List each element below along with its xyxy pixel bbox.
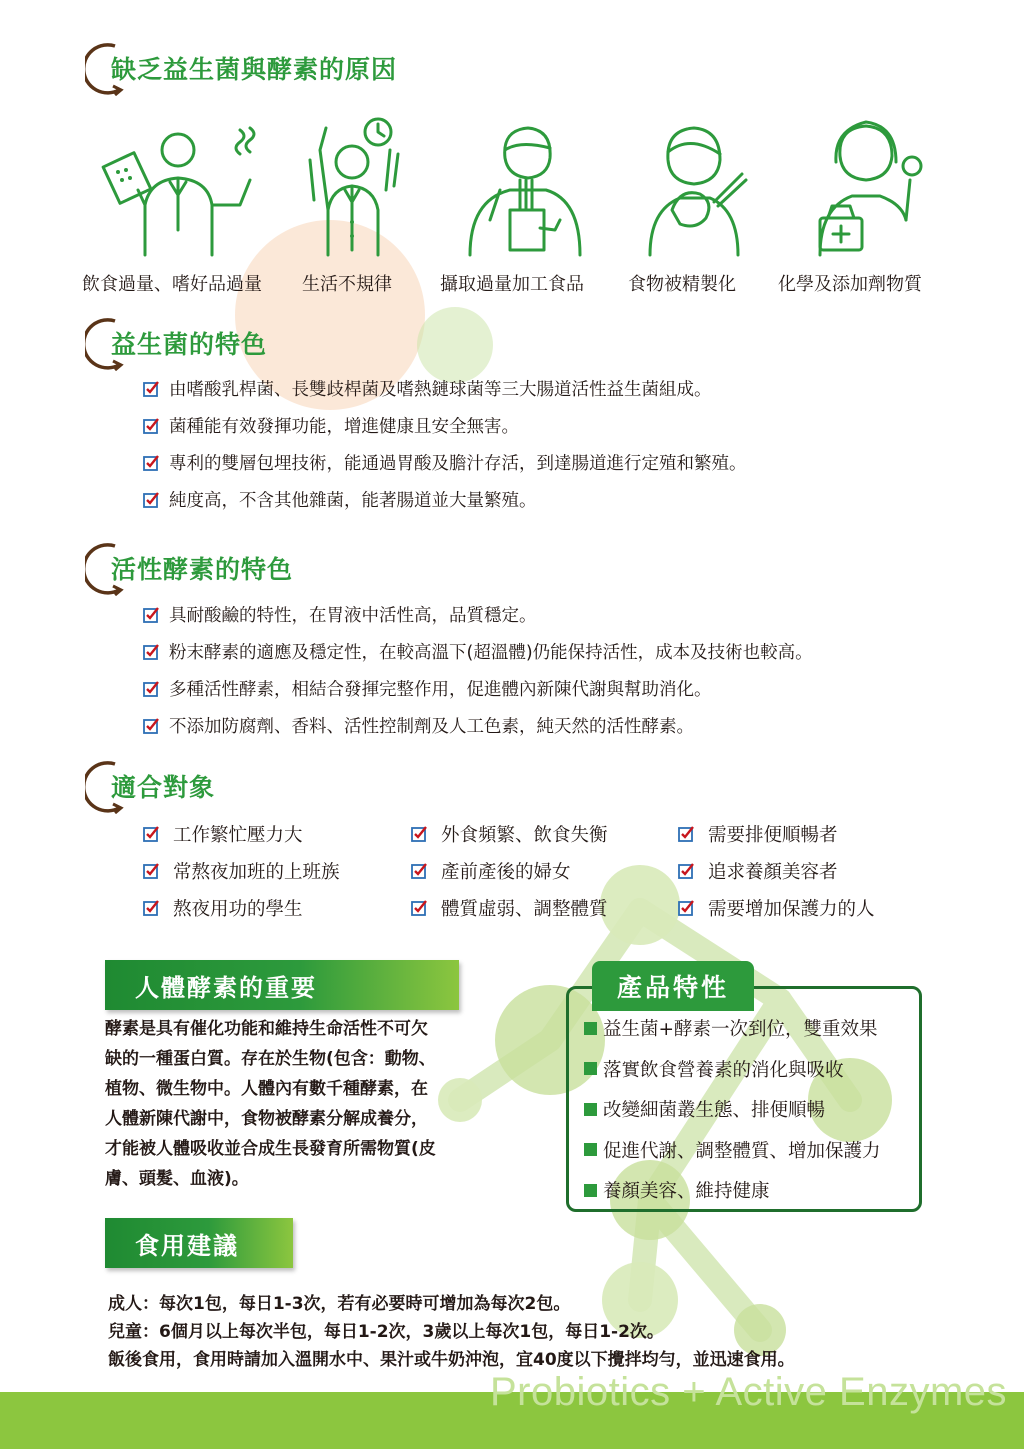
list-item	[411, 889, 608, 926]
checkbox-checked-icon	[678, 899, 695, 916]
list-item	[143, 444, 747, 481]
product-feature-list	[584, 1008, 881, 1211]
cause-label: 攝取過量加工食品	[440, 274, 584, 295]
importance-title: 人體酵素的重要	[135, 973, 317, 1002]
checkbox-checked-icon	[143, 680, 160, 697]
checkbox-checked-icon	[143, 862, 160, 879]
enzyme-feature-list	[143, 596, 813, 744]
list-item	[143, 596, 813, 633]
audience-column-3	[678, 815, 875, 926]
list-item	[584, 1089, 881, 1130]
text-line: 膚、頭髮、血液)。	[105, 1169, 249, 1189]
bullet-square-icon	[584, 1022, 597, 1035]
audience-text: 體質虛弱、調整體質	[441, 898, 608, 920]
bullet-square-icon	[584, 1184, 597, 1197]
text-line: 成人：每次1包，每日1-3次，若有必要時可增加為每次2包。	[108, 1294, 571, 1314]
checkbox-checked-icon	[143, 606, 160, 623]
checkbox-checked-icon	[411, 899, 428, 916]
checkbox-checked-icon	[411, 862, 428, 879]
checkbox-checked-icon	[678, 862, 695, 879]
cause-label: 食物被精製化	[628, 274, 736, 295]
list-item	[143, 407, 747, 444]
list-item	[584, 1130, 881, 1171]
checkbox-checked-icon	[678, 825, 695, 842]
list-item	[143, 852, 340, 889]
feature-text: 專利的雙層包埋技術，能通過胃酸及膽汁存活，到達腸道進行定殖和繁殖。	[169, 454, 747, 474]
usage-banner	[105, 1218, 293, 1268]
drinking-man-icon	[90, 110, 260, 270]
section-title: 益生菌的特色	[111, 330, 268, 359]
text-line: 兒童：6個月以上每次半包，每日1-2次，3歲以上每次1包，每日1-2次。	[108, 1322, 664, 1342]
product-item: 促進代謝、調整體質、增加保護力	[603, 1140, 881, 1162]
checkbox-checked-icon	[411, 825, 428, 842]
product-item: 落實飲食營養素的消化與吸收	[603, 1059, 844, 1081]
text-line: 酵素是具有催化功能和維持生命活性不可欠	[105, 1019, 428, 1039]
feature-text: 由嗜酸乳桿菌、長雙歧桿菌及嗜熱鏈球菌等三大腸道活性益生菌組成。	[169, 380, 712, 400]
audience-text: 外食頻繁、飲食失衡	[441, 824, 608, 846]
audience-text: 追求養顏美容者	[708, 861, 838, 883]
list-item	[678, 889, 875, 926]
list-item	[143, 707, 813, 744]
feature-text: 菌種能有效發揮功能，增進健康且安全無害。	[169, 417, 519, 437]
feature-text: 具耐酸鹼的特性，在胃液中活性高，品質穩定。	[169, 606, 537, 626]
text-line: 飯後食用，食用時請加入溫開水中、果汁或牛奶沖泡，宜40度以下攪拌均勻，並迅速食用。	[108, 1350, 795, 1370]
product-item: 養顏美容、維持健康	[603, 1181, 770, 1203]
section-heading-enzymes	[85, 540, 293, 596]
noodles-eating-man-icon	[440, 110, 610, 270]
list-item	[584, 1008, 881, 1049]
text-line: 缺的一種蛋白質。存在於生物(包含：動物、	[105, 1049, 436, 1069]
list-item	[584, 1170, 881, 1211]
section-heading-causes	[85, 40, 397, 96]
importance-text	[105, 1014, 475, 1194]
audience-text: 需要增加保護力的人	[708, 898, 875, 920]
section-title: 缺乏益生菌與酵素的原因	[111, 55, 398, 84]
product-title: 產品特性	[616, 973, 729, 1002]
list-item	[678, 852, 875, 889]
section-title: 活性酵素的特色	[111, 555, 294, 584]
checkbox-checked-icon	[143, 380, 160, 397]
footer-slogan: Probiotics + Active Enzymes	[490, 1370, 1008, 1414]
checkbox-checked-icon	[143, 717, 160, 734]
checkbox-checked-icon	[143, 643, 160, 660]
list-item	[143, 670, 813, 707]
product-features-tab	[592, 961, 754, 1011]
section-title: 適合對象	[111, 773, 216, 802]
cause-label: 生活不規律	[302, 274, 392, 295]
list-item	[678, 815, 875, 852]
section-heading-audience	[85, 758, 215, 814]
list-item	[584, 1049, 881, 1090]
list-item	[143, 481, 747, 518]
checkbox-checked-icon	[143, 491, 160, 508]
feature-text: 多種活性酵素，相結合發揮完整作用，促進體內新陳代謝與幫助消化。	[169, 680, 712, 700]
product-item: 改變細菌叢生態、排便順暢	[603, 1100, 826, 1122]
audience-text: 需要排便順暢者	[708, 824, 838, 846]
cause-label: 飲食過量、嗜好品過量	[82, 274, 262, 295]
usage-title: 食用建議	[135, 1231, 239, 1260]
audience-text: 常熬夜加班的上班族	[173, 861, 340, 883]
usage-text	[108, 1290, 795, 1374]
text-line: 才能被人體吸收並合成生長發育所需物質(皮	[105, 1139, 436, 1159]
audience-text: 熬夜用功的學生	[173, 898, 303, 920]
audience-text: 工作繁忙壓力大	[173, 824, 303, 846]
feature-text: 不添加防腐劑、香料、活性控制劑及人工色素，純天然的活性酵素。	[169, 717, 694, 737]
stressed-man-clock-icon	[270, 110, 440, 270]
checkbox-checked-icon	[143, 454, 160, 471]
importance-banner	[105, 960, 459, 1010]
checkbox-checked-icon	[143, 825, 160, 842]
audience-column-2	[411, 815, 608, 926]
list-item	[411, 815, 608, 852]
list-item	[143, 633, 813, 670]
feature-text: 純度高，不含其他雜菌，能著腸道並大量繁殖。	[169, 491, 537, 511]
bullet-square-icon	[584, 1062, 597, 1075]
list-item	[143, 889, 340, 926]
feature-text: 粉末酵素的適應及穩定性，在較高溫下(超溫體)仍能保持活性，成本及技術也較高。	[169, 643, 813, 663]
list-item	[143, 815, 340, 852]
section-heading-probiotics	[85, 315, 267, 371]
bullet-square-icon	[584, 1143, 597, 1156]
checkbox-checked-icon	[143, 899, 160, 916]
eating-woman-icon	[610, 110, 780, 270]
audience-text: 產前產後的婦女	[441, 861, 571, 883]
list-item	[143, 370, 747, 407]
checkbox-checked-icon	[143, 417, 160, 434]
probiotic-feature-list	[143, 370, 747, 518]
bullet-square-icon	[584, 1103, 597, 1116]
product-item: 益生菌+酵素一次到位，雙重效果	[603, 1019, 878, 1041]
list-item	[411, 852, 608, 889]
audience-column-1	[143, 815, 340, 926]
text-line: 人體新陳代謝中，食物被酵素分解成養分，	[105, 1109, 428, 1129]
pill-woman-icon	[780, 110, 950, 270]
text-line: 植物、微生物中。人體內有數千種酵素，在	[105, 1079, 428, 1099]
cause-label: 化學及添加劑物質	[778, 274, 922, 295]
